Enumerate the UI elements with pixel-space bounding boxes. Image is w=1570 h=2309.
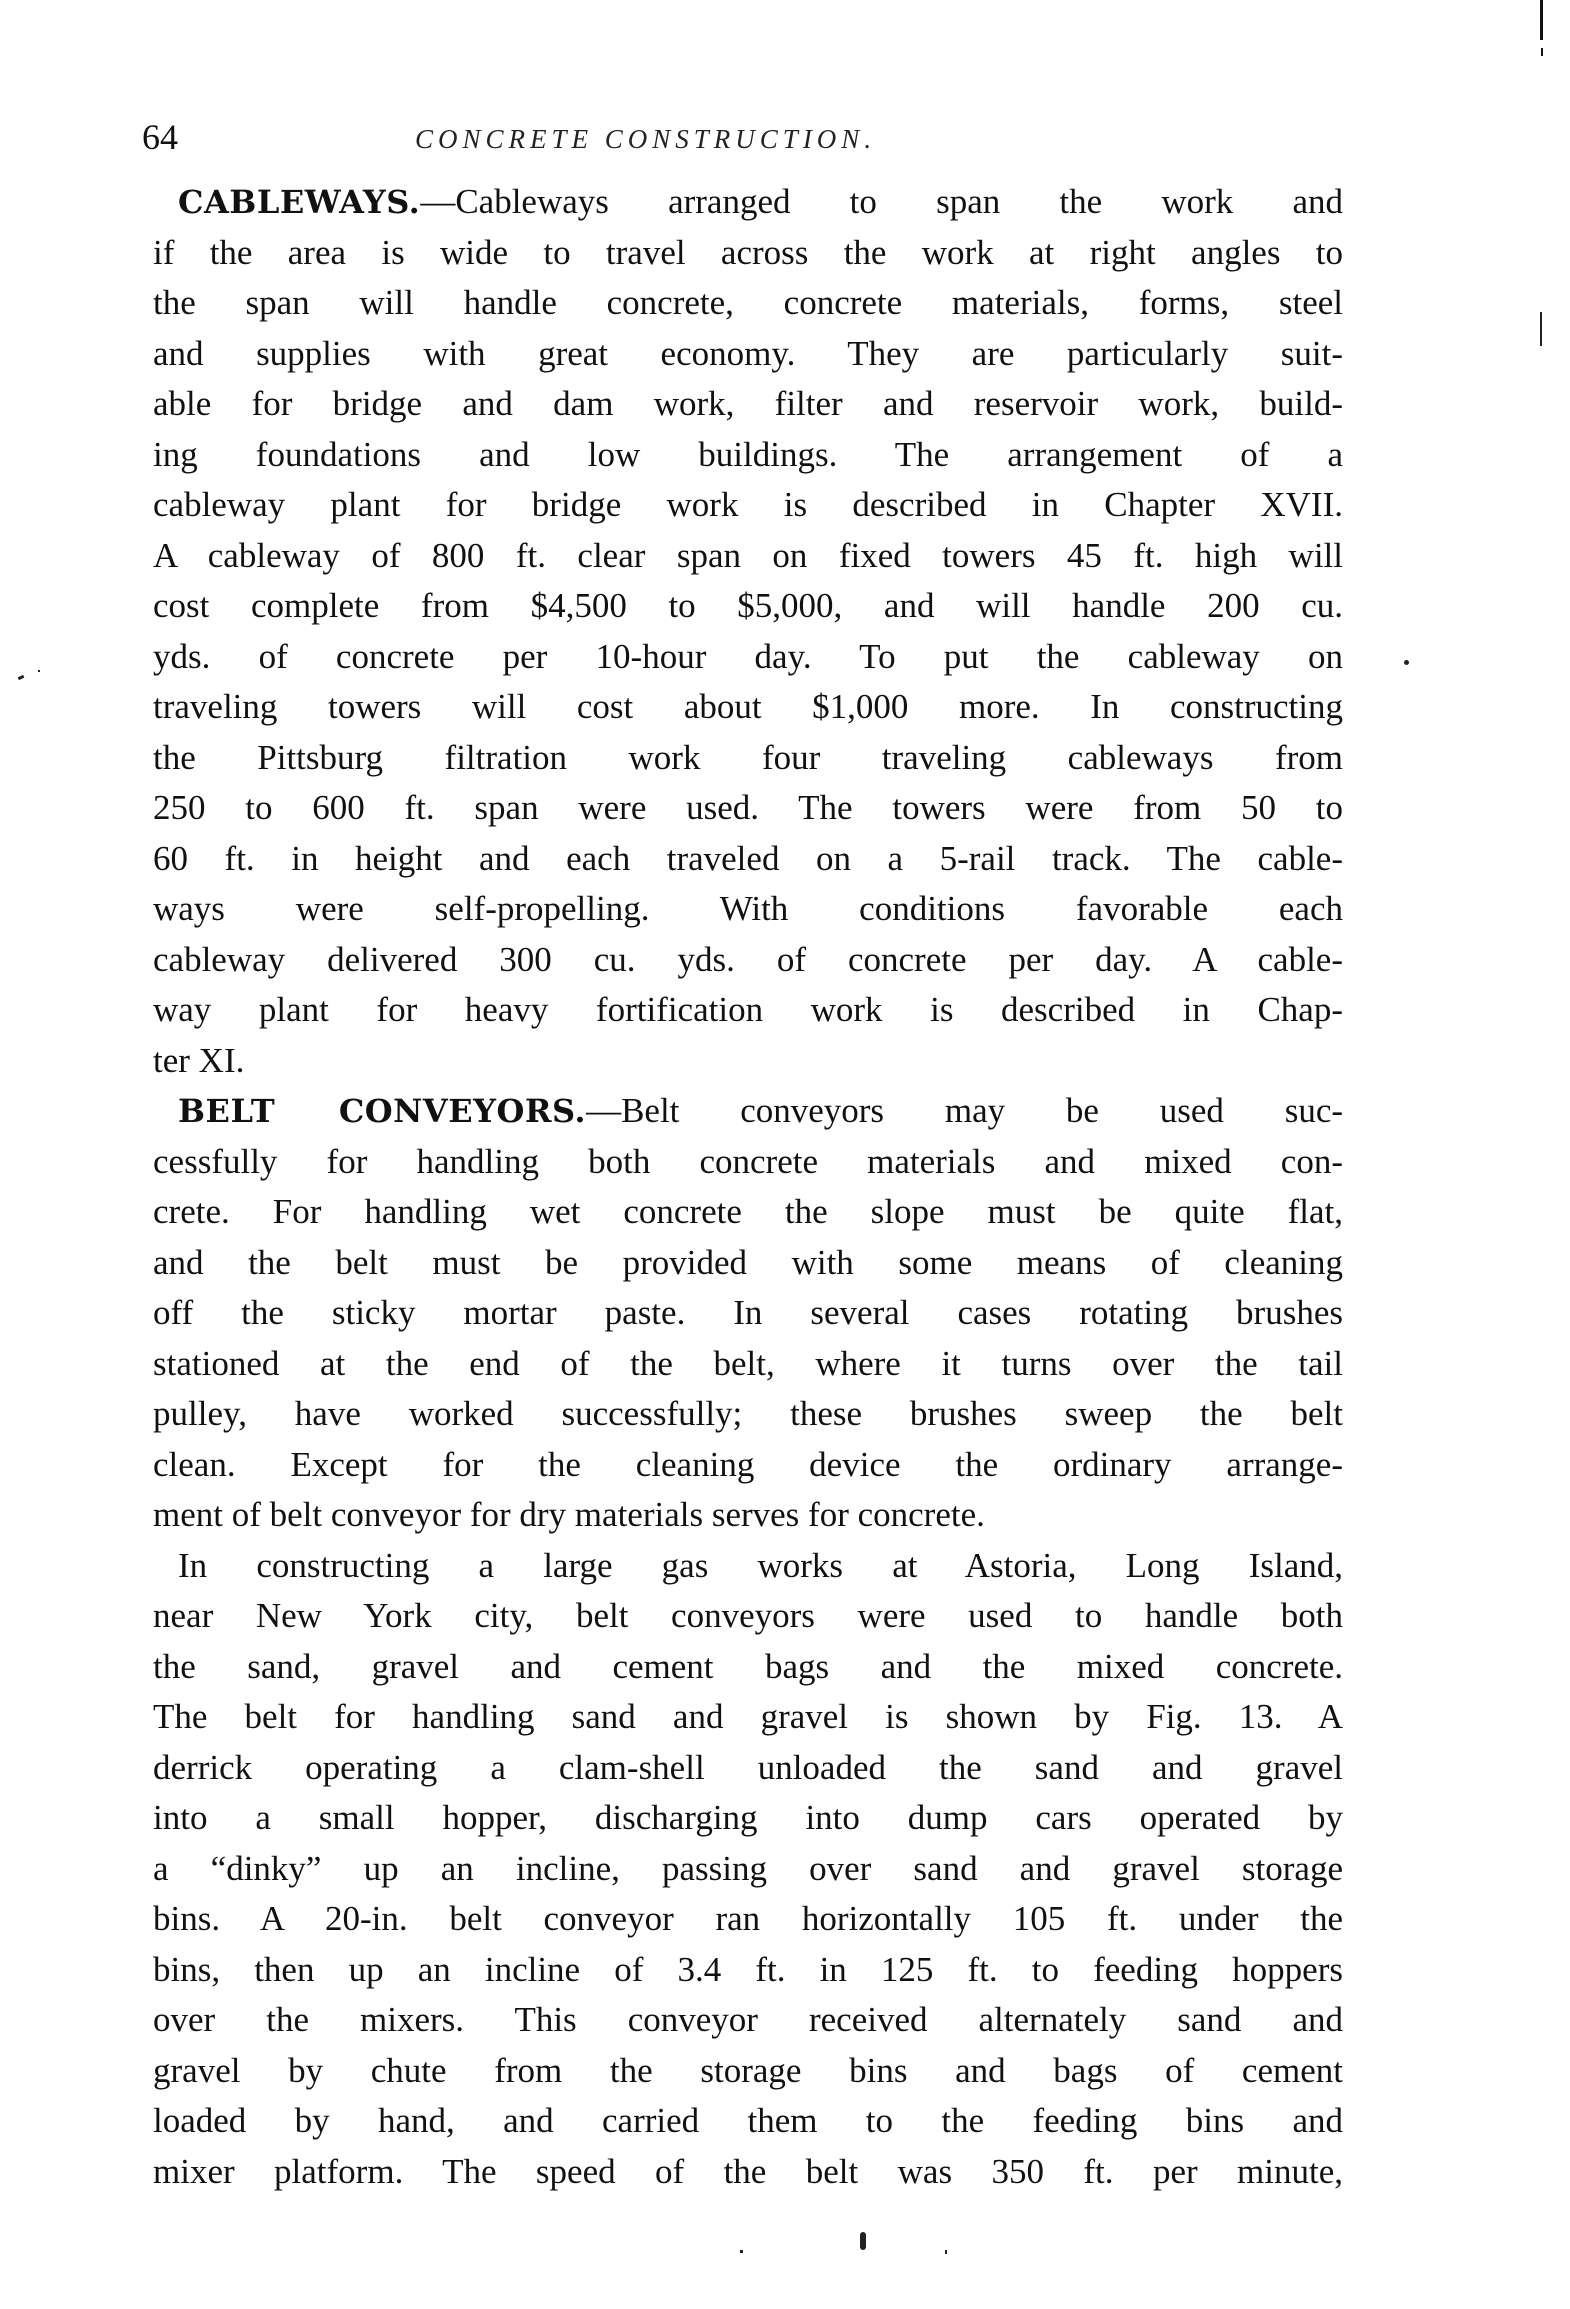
page-number: 64 bbox=[142, 117, 178, 157]
text-line: crete. For handling wet concrete the slope must be quite flat, bbox=[153, 1192, 1343, 1231]
text-line: The belt for handling sand and gravel is shown by Fig. 13. A bbox=[153, 1697, 1343, 1736]
text-line: stationed at the end of the belt, where it turns over the tail bbox=[153, 1343, 1343, 1383]
text-line: the Pittsburg filtration work four traveling cableways from bbox=[153, 737, 1343, 777]
text-line: near New York city, belt conveyors were used to handle both bbox=[153, 1596, 1343, 1635]
text-line: way plant for heavy fortification work is described in Chap- bbox=[153, 990, 1343, 1029]
text-line: cableway plant for bridge work is described in Chapter XVII. bbox=[153, 485, 1343, 524]
text-line: CABLEWAYS.—Cableways arranged to span the work and bbox=[178, 182, 1343, 221]
text-line: mixer platform. The speed of the belt was 350 ft. per minute, bbox=[153, 2151, 1343, 2191]
scan-speck bbox=[1540, 312, 1542, 346]
text-line: A cableway of 800 ft. clear span on fixed towers 45 ft. high will bbox=[153, 535, 1343, 575]
text-line: if the area is wide to travel across the work at right angles to bbox=[153, 232, 1343, 272]
text-line: 250 to 600 ft. span were used. The towers were from 50 to bbox=[153, 788, 1343, 827]
text-line: off the sticky mortar paste. In several cases rotating brushes bbox=[153, 1293, 1343, 1332]
text-line: loaded by hand, and carried them to the feeding bins and bbox=[153, 2101, 1343, 2140]
running-header bbox=[142, 112, 1342, 162]
text-line: and supplies with great economy. They are particularly suit- bbox=[153, 333, 1343, 373]
paragraph-astoria bbox=[153, 1541, 1343, 2198]
text-line: ways were self-propelling. With conditions favorable each bbox=[153, 889, 1343, 928]
text-line: cost complete from $4,500 to $5,000, and will handle 200 cu. bbox=[153, 586, 1343, 625]
scan-speck bbox=[18, 675, 25, 680]
text-line: the sand, gravel and cement bags and the mixed concrete. bbox=[153, 1646, 1343, 1686]
text-line: BELT CONVEYORS.—Belt conveyors may be used suc- bbox=[178, 1091, 1344, 1130]
text-line: derrick operating a clam-shell unloaded the sand and gravel bbox=[153, 1747, 1343, 1787]
text-line: bins. A 20-in. belt conveyor ran horizontally 105 ft. under the bbox=[153, 1899, 1343, 1938]
text-line: the span will handle concrete, concrete materials, forms, steel bbox=[153, 283, 1343, 322]
scan-speck bbox=[860, 2232, 866, 2250]
text-line: 60 ft. in height and each traveled on a 5-rail track. The cable- bbox=[153, 838, 1343, 878]
scan-speck bbox=[1404, 660, 1409, 665]
text-line: into a small hopper, discharging into dump cars operated by bbox=[153, 1798, 1343, 1837]
section-heading-cableways: CABLEWAYS. bbox=[178, 183, 421, 221]
running-title: CONCRETE CONSTRUCTION. bbox=[415, 124, 877, 154]
text-line: and the belt must be provided with some means of cleaning bbox=[153, 1242, 1343, 1282]
body-text bbox=[153, 177, 1343, 2197]
text-line: yds. of concrete per 10-hour day. To put the cableway on bbox=[153, 636, 1343, 676]
text-line: bins, then up an incline of 3.4 ft. in 125 ft. to feeding hoppers bbox=[153, 1949, 1343, 1989]
scan-speck bbox=[740, 2250, 743, 2253]
text-line: ment of belt conveyor for dry materials serves for concrete. bbox=[153, 1495, 985, 1534]
scan-edge-mark bbox=[1541, 48, 1543, 56]
paragraph-cableways bbox=[153, 177, 1343, 1086]
section-heading-belt-conveyors: BELT CONVEYORS. bbox=[178, 1092, 587, 1130]
text-line: over the mixers. This conveyor received alternately sand and bbox=[153, 2000, 1343, 2039]
text-line: ter XI. bbox=[153, 1040, 245, 1080]
text-line: clean. Except for the cleaning device the ordinary arrange- bbox=[153, 1444, 1343, 1484]
scan-speck bbox=[38, 670, 40, 672]
text-line: pulley, have worked successfully; these brushes sweep the belt bbox=[153, 1394, 1343, 1433]
text-line: traveling towers will cost about $1,000 more. In constructing bbox=[153, 687, 1343, 726]
text-line: gravel by chute from the storage bins and bags of cement bbox=[153, 2050, 1343, 2090]
text-line: a “dinky” up an incline, passing over sand and gravel storage bbox=[153, 1848, 1343, 1888]
paragraph-belt-conveyors bbox=[153, 1086, 1343, 1541]
text-line: able for bridge and dam work, filter and reservoir work, build- bbox=[153, 384, 1343, 423]
text-line: cessfully for handling both concrete materials and mixed con- bbox=[153, 1141, 1343, 1181]
text-line: ing foundations and low buildings. The arrangement of a bbox=[153, 434, 1343, 474]
text-line: In constructing a large gas works at Astoria, Long Island, bbox=[178, 1545, 1343, 1585]
text-line: cableway delivered 300 cu. yds. of concrete per day. A cable- bbox=[153, 939, 1343, 979]
scan-edge-mark bbox=[1540, 0, 1543, 40]
scan-speck bbox=[945, 2250, 947, 2254]
